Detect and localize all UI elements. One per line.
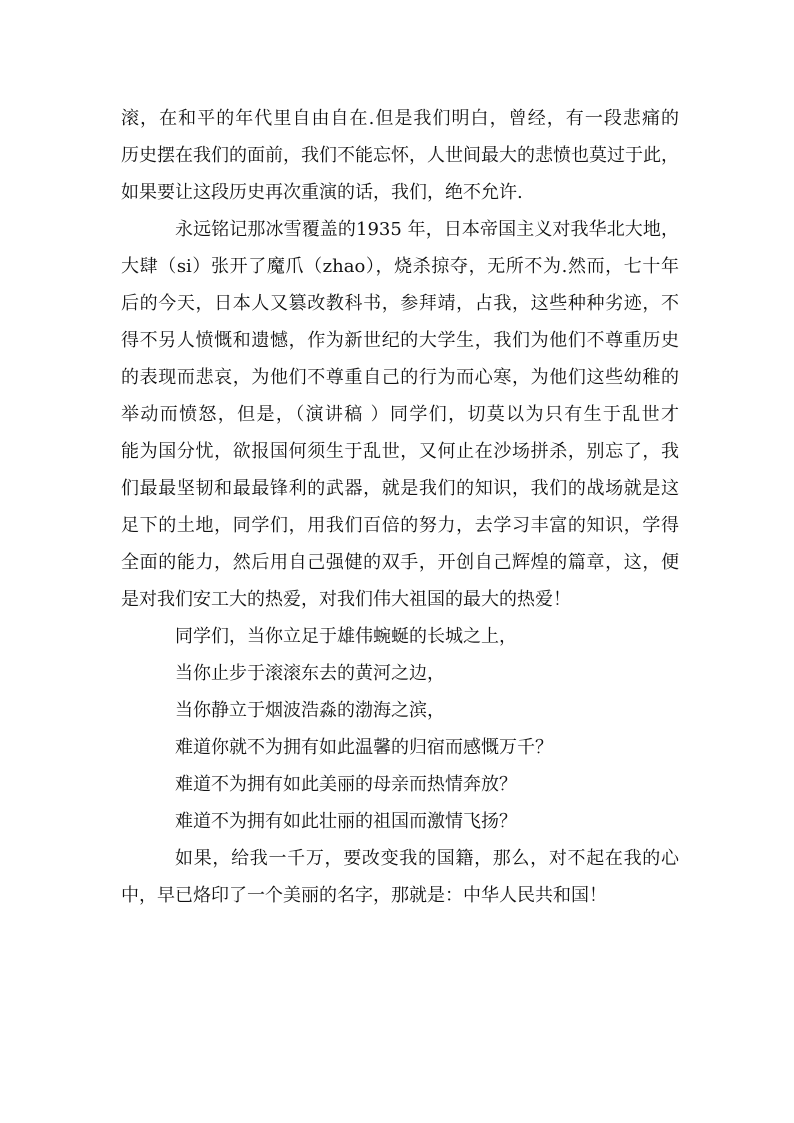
text-line: 同学们，当你立足于雄伟蜿蜒的长城之上， bbox=[175, 626, 517, 647]
text-line: 大肆（si）张开了魔爪（zhao），烧杀掠夺，无所不为.然而，七十年 bbox=[121, 256, 679, 277]
text-line: 如果，给我一千万，要改变我的国籍，那么，对不起在我的心 bbox=[175, 848, 679, 869]
paragraph-1 bbox=[121, 100, 679, 211]
text-line: 滚，在和平的年代里自由自在.但是我们明白，曾经，有一段悲痛的 bbox=[121, 108, 679, 129]
text-line: 如果要让这段历史再次重演的话，我们，绝不允许. bbox=[121, 182, 523, 203]
text-line: 的表现而悲哀，为他们不尊重自己的行为而心寒，为他们这些幼稚的 bbox=[121, 367, 679, 388]
paragraph-8 bbox=[121, 803, 679, 840]
text-line: 全面的能力，然后用自己强健的双手，开创自己辉煌的篇章，这，便 bbox=[121, 552, 679, 573]
paragraph-3 bbox=[121, 618, 679, 655]
paragraph-4 bbox=[121, 655, 679, 692]
text-line: 历史摆在我们的面前，我们不能忘怀，人世间最大的悲愤也莫过于此， bbox=[121, 145, 679, 166]
text-line: 能为国分忧，欲报国何须生于乱世，又何止在沙场拼杀，别忘了，我 bbox=[121, 441, 679, 462]
text-line: 难道不为拥有如此美丽的母亲而热情奔放？ bbox=[175, 774, 517, 795]
text-line: 举动而愤怒，但是，（演讲稿 ）同学们，切莫以为只有生于乱世才 bbox=[121, 404, 679, 425]
text-line: 们最最坚韧和最最锋利的武器，就是我们的知识，我们的战场就是这 bbox=[121, 478, 679, 499]
text-line: 难道你就不为拥有如此温馨的归宿而感慨万千？ bbox=[175, 737, 553, 758]
text-line: 中，早已烙印了一个美丽的名字，那就是：中华人民共和国！ bbox=[121, 885, 607, 906]
text-line: 当你静立于烟波浩淼的渤海之滨， bbox=[175, 700, 445, 721]
text-line: 难道不为拥有如此壮丽的祖国而激情飞扬？ bbox=[175, 811, 517, 832]
text-line: 得不另人愤慨和遗憾，作为新世纪的大学生，我们为他们不尊重历史 bbox=[121, 330, 679, 351]
paragraph-5 bbox=[121, 692, 679, 729]
text-line: 是对我们安工大的热爱，对我们伟大祖国的最大的热爱！ bbox=[121, 589, 571, 610]
text-line: 永远铭记那冰雪覆盖的1935 年，日本帝国主义对我华北大地， bbox=[175, 219, 679, 240]
paragraph-9 bbox=[121, 840, 679, 914]
text-line: 足下的土地，同学们，用我们百倍的努力，去学习丰富的知识，学得 bbox=[121, 515, 679, 536]
text-line: 当你止步于滚滚东去的黄河之边， bbox=[175, 663, 445, 684]
document-body bbox=[121, 100, 679, 914]
paragraph-7 bbox=[121, 766, 679, 803]
paragraph-2 bbox=[121, 211, 679, 618]
text-line: 后的今天，日本人又篡改教科书，参拜靖，占我，这些种种劣迹，不 bbox=[121, 293, 679, 314]
paragraph-6 bbox=[121, 729, 679, 766]
